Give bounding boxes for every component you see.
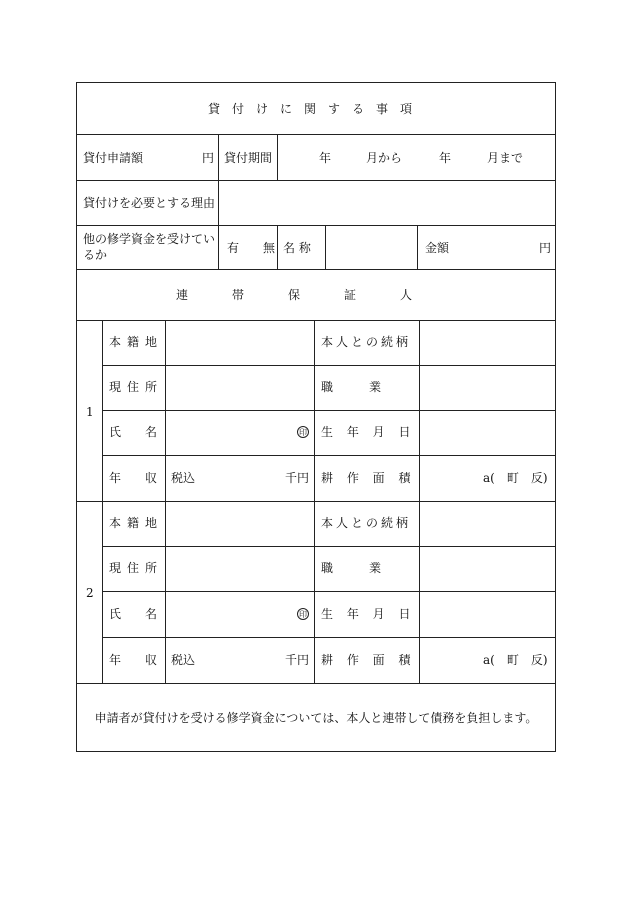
footer-statement: 申請者が貸付けを受ける修学資金については、本人と連帯して債務を負担します。 <box>94 711 538 725</box>
amount-label-other: 金額 <box>425 241 450 255</box>
row-divider <box>102 591 555 592</box>
occupation-label: 職 業 <box>321 380 382 394</box>
seal-icon: 印 <box>299 610 307 619</box>
guarantor-number: 2 <box>86 586 94 600</box>
birth-label: 生 年 月 日 <box>321 425 416 439</box>
row-divider <box>102 455 555 456</box>
relation-label: 本人との続柄 <box>321 516 412 530</box>
address-label: 現住所 <box>109 561 164 575</box>
col-divider <box>417 225 418 269</box>
amount-label: 貸付申請額 <box>83 151 144 165</box>
name-label: 氏 名 <box>109 607 158 621</box>
other-scholarship-label: 他の修学資金を受けてい <box>83 232 216 246</box>
yes-no: 有 無 <box>227 241 276 255</box>
row-divider <box>102 637 555 638</box>
seal-icon: 印 <box>299 428 307 437</box>
other-scholarship-label: るか <box>83 248 108 262</box>
loan-form <box>76 82 556 752</box>
row-divider <box>77 134 555 135</box>
land-unit: a( 町 反) <box>483 653 548 667</box>
section-title: 貸付けに関する事項 <box>207 102 424 116</box>
period-label: 貸付期間 <box>224 151 273 165</box>
income-label: 年 収 <box>109 471 158 485</box>
amount-unit: 円 <box>202 151 215 165</box>
period-month-to: 月まで <box>487 151 524 165</box>
col-divider <box>218 134 219 269</box>
row-divider <box>77 501 555 502</box>
domicile-label: 本籍地 <box>109 516 164 530</box>
guarantor-title: 連帯保証人 <box>175 288 456 302</box>
land-unit: a( 町 反) <box>483 471 548 485</box>
birth-label: 生 年 月 日 <box>321 607 416 621</box>
name-label: 氏 名 <box>109 425 158 439</box>
tax-incl-label: 税込 <box>171 471 196 485</box>
period-year-to: 年 <box>439 151 452 165</box>
col-divider <box>314 320 315 683</box>
relation-label: 本人との続柄 <box>321 335 412 349</box>
name-label: 名 称 <box>283 241 311 255</box>
row-divider <box>102 410 555 411</box>
land-label: 耕 作 面 積 <box>321 653 416 667</box>
amount-unit-other: 円 <box>539 241 552 255</box>
income-unit: 千円 <box>285 653 310 667</box>
address-label: 現住所 <box>109 380 164 394</box>
reason-label: 貸付けを必要とする理由 <box>83 196 216 210</box>
row-divider <box>102 365 555 366</box>
row-divider <box>102 546 555 547</box>
col-divider <box>277 225 278 269</box>
row-divider <box>77 320 555 321</box>
row-divider <box>77 225 555 226</box>
land-label: 耕 作 面 積 <box>321 471 416 485</box>
tax-incl-label: 税込 <box>171 653 196 667</box>
period-month-from: 月から <box>366 151 403 165</box>
period-year-from: 年 <box>319 151 332 165</box>
col-divider <box>277 134 278 180</box>
guarantor-number: 1 <box>86 405 94 419</box>
income-label: 年 収 <box>109 653 158 667</box>
col-divider <box>165 320 166 683</box>
row-divider <box>77 269 555 270</box>
row-divider <box>77 683 555 684</box>
col-divider <box>325 225 326 269</box>
col-divider <box>419 320 420 683</box>
col-divider <box>102 320 103 683</box>
income-unit: 千円 <box>285 471 310 485</box>
occupation-label: 職 業 <box>321 561 382 575</box>
domicile-label: 本籍地 <box>109 335 164 349</box>
row-divider <box>77 180 555 181</box>
